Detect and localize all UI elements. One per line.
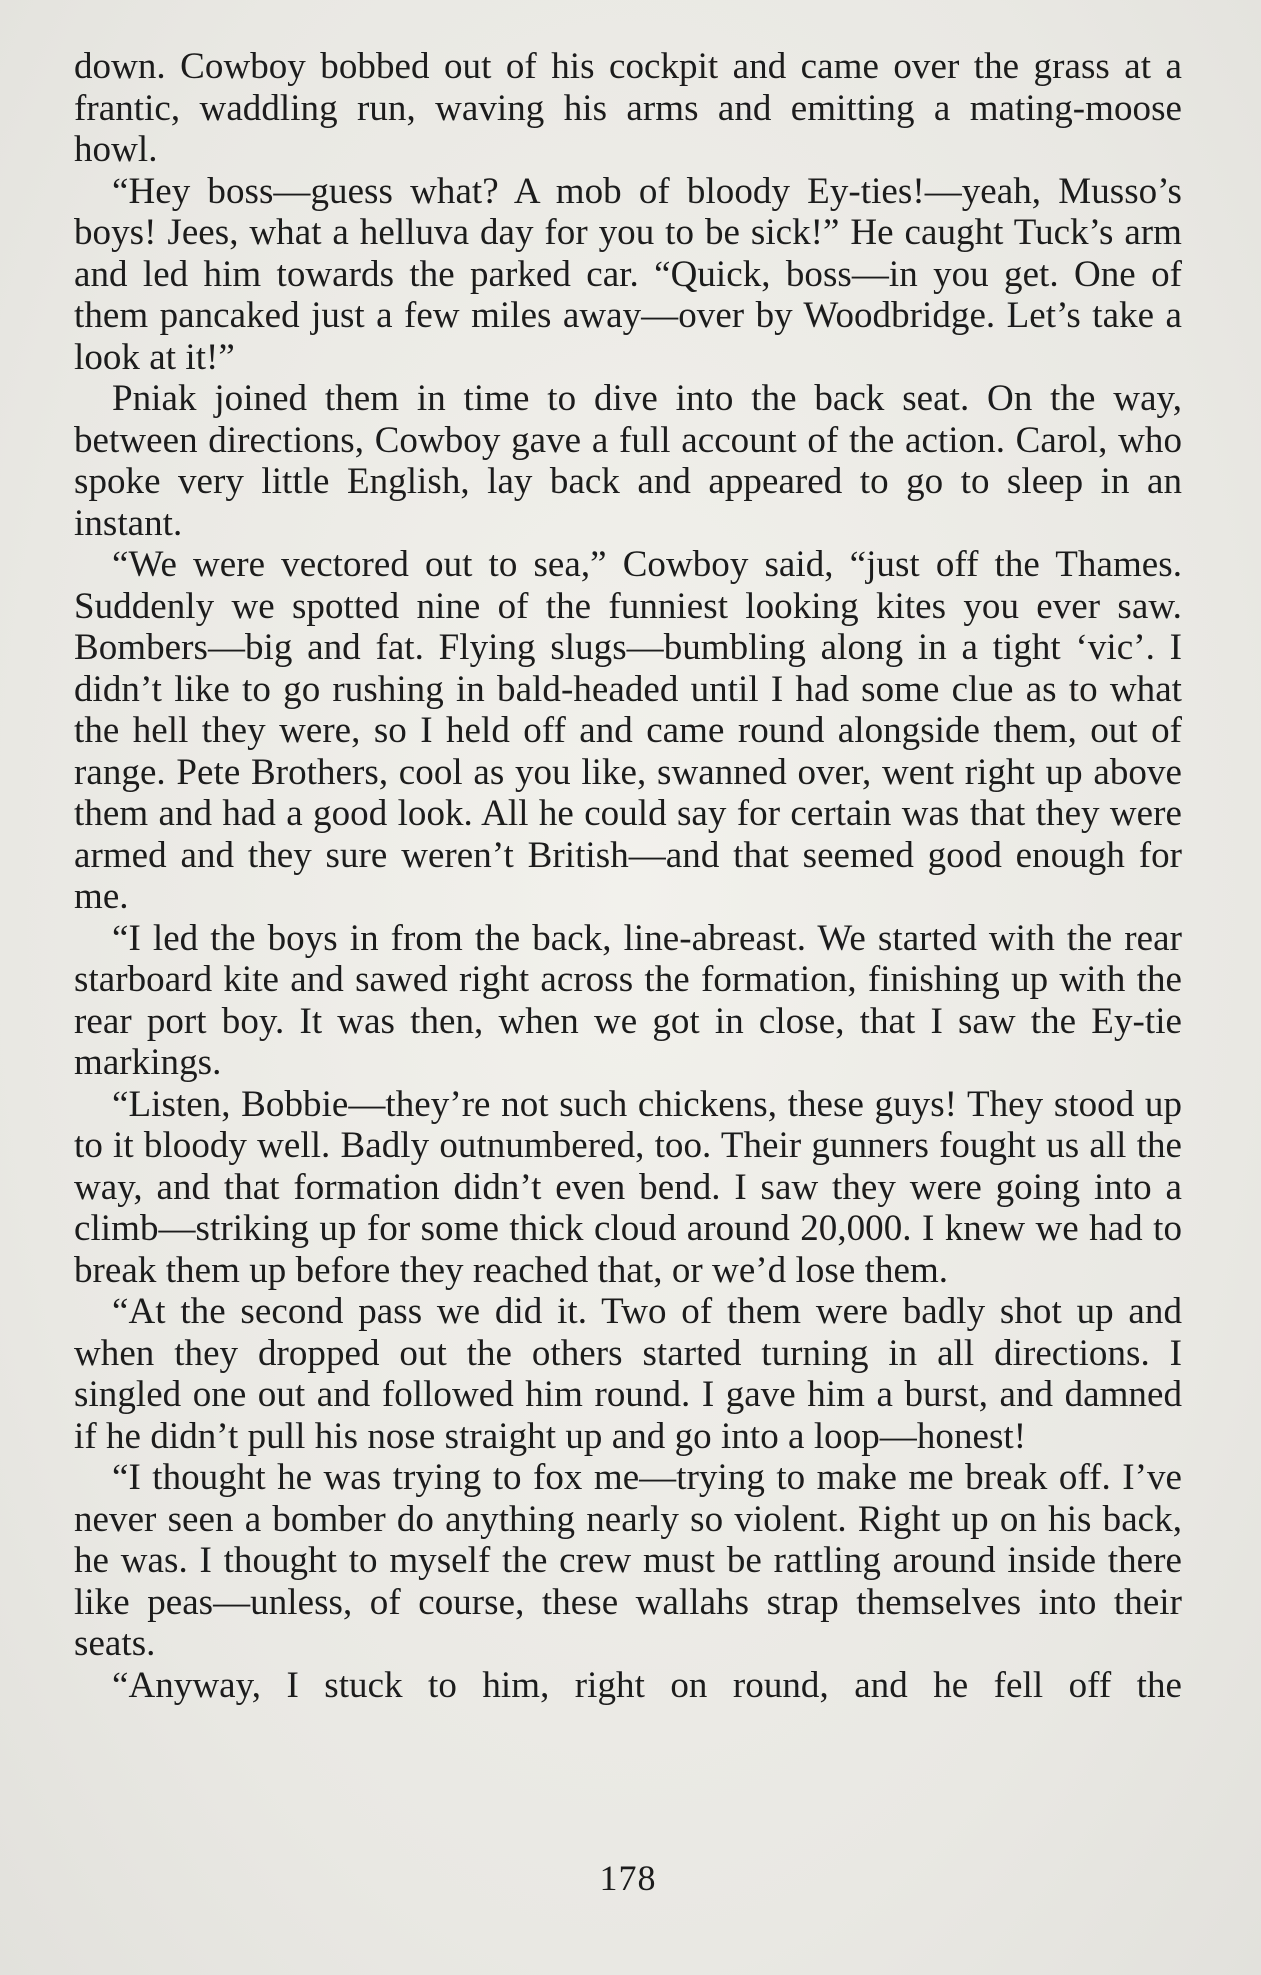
paragraph-1: down. Cowboy bobbed out of his cockpit and came over the grass at a frantic, waddling run, waving his arms and emitting a mating-moose howl. <box>74 46 1182 170</box>
paragraph-4: “We were vectored out to sea,” Cowboy said, “just off the Thames. Suddenly we spotted nine of the funniest looking kites you ever saw. Bombers—big and fat. Flying slugs—bumbling along in a tight ‘vic’. I didn’t like to go rushing in bald-headed until I had some clue as to what the hell they were, so I held off and came round alongside them, out of range. Pete Brothers, cool as you like, swanned over, went right up above them and had a good look. All he could say for certain was that they were armed and they sure weren’t British—and that seemed good enough for me. <box>74 544 1182 917</box>
paragraph-5: “I led the boys in from the back, line-abreast. We started with the rear starboard kite and sawed right across the formation, finishing up with the rear port boy. It was then, when we got in close, that I saw the Ey-tie markings. <box>74 917 1182 1083</box>
body-text <box>74 46 1182 1706</box>
paragraph-8: “I thought he was trying to fox me—trying to make me break off. I’ve never seen a bomber do anything nearly so violent. Right up on his back, he was. I thought to myself the crew must be rattling around inside there like peas—unless, of course, these wallahs strap themselves into their seats. <box>74 1457 1182 1664</box>
paragraph-6: “Listen, Bobbie—they’re not such chickens, these guys! They stood up to it bloody well. Badly outnumbered, too. Their gunners fought us all the way, and that formation didn’t even bend. I saw they were going into a climb—striking up for some thick cloud around 20,000. I knew we had to break them up before they reached that, or we’d lose them. <box>74 1083 1182 1291</box>
page-number: 178 <box>599 1858 657 1898</box>
book-page <box>74 46 1182 1936</box>
paragraph-2: “Hey boss—guess what? A mob of bloody Ey-ties!—yeah, Musso’s boys! Jees, what a helluva day for you to be sick!” He caught Tuck’s arm and led him towards the parked car. “Quick, boss—in you get. One of them pancaked just a few miles away—over by Woodbridge. Let’s take a look at it!” <box>74 170 1182 378</box>
paragraph-9: “Anyway, I stuck to him, right on round, and he fell off the <box>112 1664 1182 1706</box>
paragraph-7: “At the second pass we did it. Two of them were badly shot up and when they dropped out the others started turning in all directions. I singled one out and followed him round. I gave him a burst, and damned if he didn’t pull his nose straight up and go into a loop—honest! <box>74 1291 1182 1457</box>
paragraph-3: Pniak joined them in time to dive into the back seat. On the way, between directions, Cowboy gave a full account of the action. Carol, who spoke very little English, lay back and appeared to go to sleep in an instant. <box>74 378 1182 544</box>
